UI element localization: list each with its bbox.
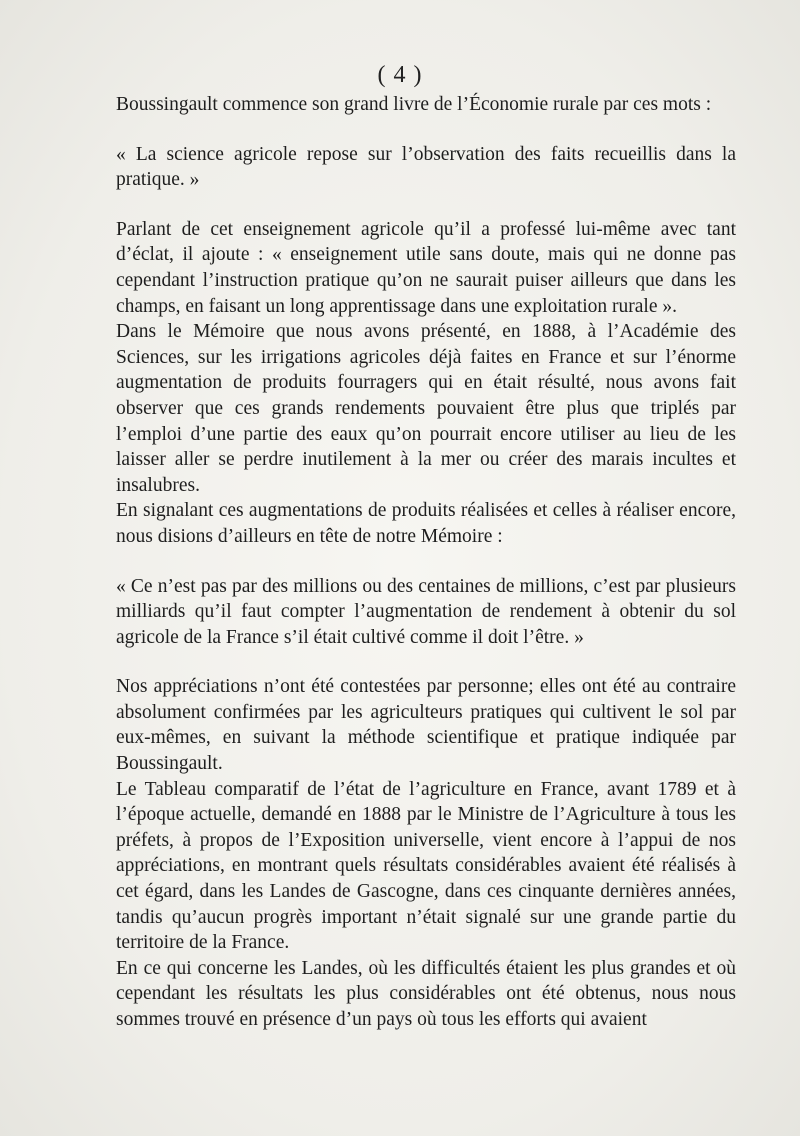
- paragraph-tableau: Le Tableau comparatif de l’état de l’agriculture en France, avant 1789 et à l’époque actuelle, demandé en 1888 par le Ministre de l’Agriculture à tous les préfets, à propos de l’Exposition universelle, vient encore à l’appui de nos appréciations, en montrant quels résultats considérables avaient été réalisés à cet égard, dans les Landes de Gascogne, dans ces cinquante dernières années, tandis qu’aucun progrès important n’était signalé sur une grande partie du territoire de la France.: [116, 778, 736, 954]
- quote-boussingault: « La science agricole repose sur l’observation des faits recueillis dans la pratique. »: [116, 143, 736, 191]
- paragraph-landes: En ce qui concerne les Landes, où les difficultés étaient les plus grandes et où cependant les résultats les plus considérables ont été obtenus, nous nous sommes trouvé en présence d’un pays où tous les efforts qui avaient: [116, 957, 736, 1030]
- paragraph-appreciations: Nos appréciations n’ont été contestées par personne; elles ont été au contraire absolument confirmées par les agriculteurs pratiques qui cultivent le sol par eux-mêmes, en suivant la méthode scientifique et pratique indiquée par Boussingault.: [116, 676, 736, 775]
- page-number: ( 4 ): [377, 62, 423, 88]
- quote-milliards: « Ce n’est pas par des millions ou des centaines de millions, c’est par plusieurs milliards qu’il faut compter l’augmentation de rendement à obtenir du sol agricole de la France s’il était cultivé comme il doit l’être. »: [116, 575, 736, 648]
- paragraph-intro: Boussingault commence son grand livre de l’Économie rurale par ces mots :: [116, 94, 712, 115]
- paragraph-enseignement: Parlant de cet enseignement agricole qu’il a professé lui-même avec tant d’éclat, il ajoute : « enseignement utile sans doute, mais qui ne donne pas cependant l’instruction pratique qu’on ne saurait puiser ailleurs que dans les champs, en faisant un long apprentissage dans une exploitation rurale ».: [116, 218, 736, 317]
- body-text: [116, 92, 736, 1033]
- paragraph-memoire: Dans le Mémoire que nous avons présenté, en 1888, à l’Académie des Sciences, sur les irrigations agricoles déjà faites en France et sur l’énorme augmentation de produits fourragers qui en était résulté, nous avons fait observer que ces grands rendements pouvaient être plus que triplés par l’emploi d’une partie des eaux qu’on pourrait encore utiliser au lieu de les laisser aller se perdre inutilement à la mer ou créer des marais incultes et insalubres.: [116, 321, 736, 496]
- paragraph-signalant: En signalant ces augmentations de produits réalisées et celles à réaliser encore, nous disions d’ailleurs en tête de notre Mémoire :: [116, 500, 736, 547]
